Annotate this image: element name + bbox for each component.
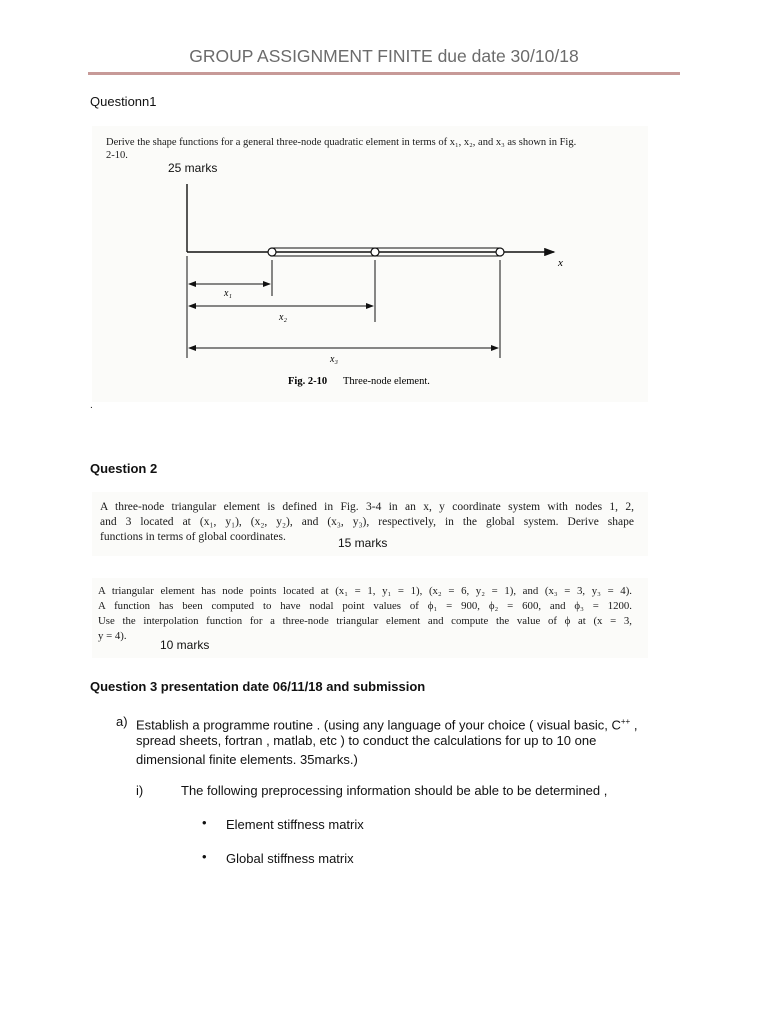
question3-heading: Question 3 presentation date 06/11/18 and submission <box>90 679 426 694</box>
q2p2-line-2: A function has been computed to have nodal point values of ϕ₁ = 900, ϕ₂ = 600, and ϕ₃ = 1200. <box>98 600 632 612</box>
item-a-line-2: spread sheets, fortran , matlab, etc ) to conduct the calculations for up to 10 one <box>136 733 597 748</box>
bullet-icon: • <box>202 849 207 864</box>
q2p1-line-3: functions in terms of global coordinates. <box>100 531 286 543</box>
question2-part2-marks: 10 marks <box>160 638 210 652</box>
question1-statement: Derive the shape functions for a general three-node quadratic element in terms of x₁, x₂, and x₃ as shown in Fig. <box>106 137 577 148</box>
question1-label: Questionn1 <box>90 94 157 109</box>
bullet-global-stiffness: Global stiffness matrix <box>226 851 354 866</box>
question2-part1-marks: 15 marks <box>338 536 388 550</box>
question1-statement-figref: 2-10. <box>106 150 128 161</box>
node-3 <box>496 248 504 256</box>
node-1 <box>268 248 276 256</box>
q2p1-line-2: and 3 located at (x₁, y₁), (x₂, y₂), and (x₃, y₃), respectively, in the global system. Derive shape <box>100 516 634 528</box>
question1-scanned-figure <box>92 126 648 402</box>
q2p2-line-3: Use the interpolation function for a three-node triangular element and compute the value of ϕ at (x = 3, <box>98 615 632 627</box>
q2p2-line-4: y = 4). <box>98 630 127 642</box>
sub-i-marker: i) <box>136 783 144 798</box>
page-header: GROUP ASSIGNMENT FINITE due date 30/10/18 <box>189 46 579 66</box>
axis-label: x <box>558 257 563 269</box>
q2p1-line-1: A three-node triangular element is defined in Fig. 3-4 in an x, y coordinate system with nodes 1, 2, <box>100 501 634 513</box>
figure-caption-number: Fig. 2-10 <box>288 376 328 387</box>
node-2 <box>371 248 379 256</box>
dim-label-x2: x₂ <box>279 312 287 323</box>
item-a-line-1-tail: , <box>630 717 638 733</box>
bullet-icon: • <box>202 815 207 830</box>
item-a-line-1-text: Establish a programme routine . (using any language of your choice ( visual basic, C <box>136 717 621 733</box>
figure-caption-text: Three-node element. <box>343 376 430 387</box>
sub-i-text: The following preprocessing information should be able to be determined , <box>181 783 608 798</box>
question2-heading: Question 2 <box>90 461 158 476</box>
stray-period: . <box>90 400 93 411</box>
item-a-marker: a) <box>116 714 128 729</box>
question2-part2-scan <box>92 578 648 658</box>
dim-label-x3: x₃ <box>330 354 338 365</box>
item-a-superscript: ++ <box>620 717 631 726</box>
question1-marks: 25 marks <box>168 161 218 175</box>
header-divider <box>88 72 680 75</box>
q2p2-line-1: A triangular element has node points located at (x₁ = 1, y₁ = 1), (x₂ = 6, y₂ = 1), and (x₃ = 3, y₃ = 4). <box>98 585 632 597</box>
bullet-element-stiffness: Element stiffness matrix <box>226 817 364 832</box>
item-a-line-3: dimensional finite elements. 35marks.) <box>136 752 358 767</box>
dim-label-x1: x₁ <box>224 288 232 299</box>
question2-part1-scan <box>92 492 648 556</box>
three-node-element-diagram <box>92 126 648 402</box>
